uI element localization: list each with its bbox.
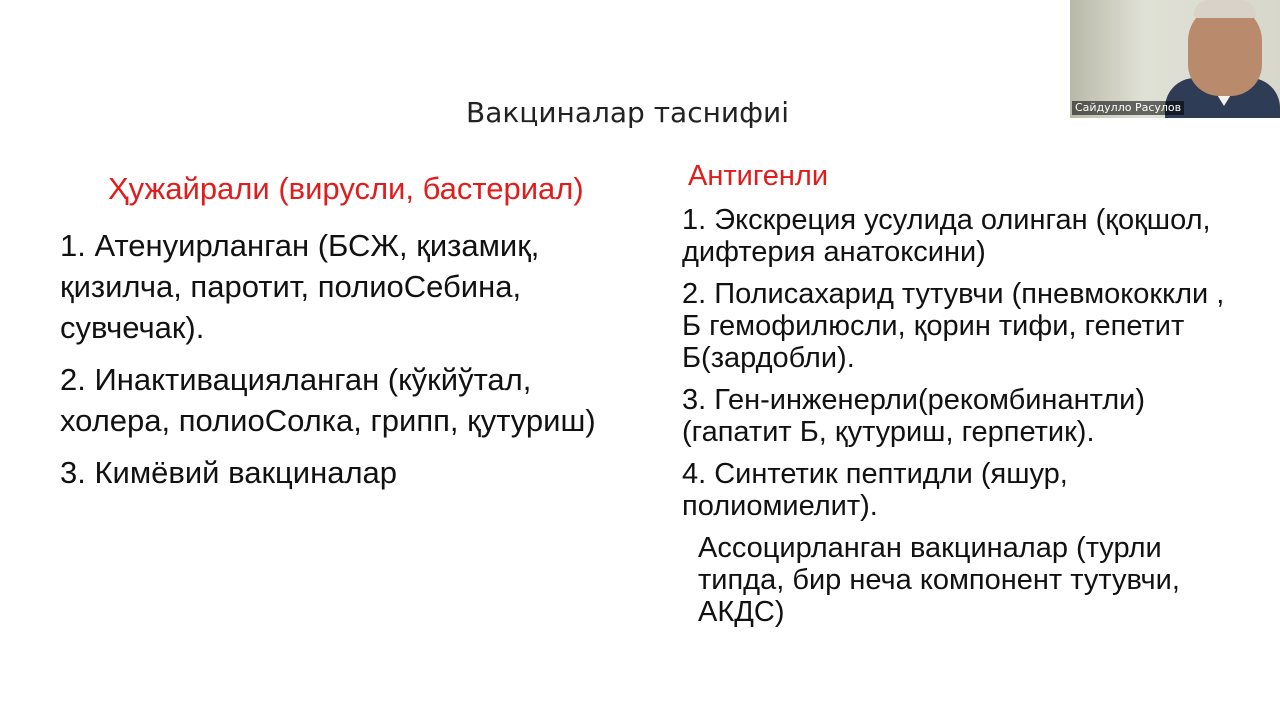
right-item: 1. Экскреция усулида олинган (қоқшол, дифтерия анатоксини) (682, 204, 1211, 268)
right-heading: Антигенли (688, 160, 829, 192)
right-item: 2. Полисахарид тутувчи (пневмококкли , Б гемофилюсли, қорин тифи, гепетит Б(зардобли). (682, 278, 1225, 374)
right-item: 3. Ген-инженерли(рекомбинантли) (гапатит Б, қутуриш, герпетик). (682, 384, 1146, 448)
participant-hair (1194, 0, 1256, 18)
right-item: 4. Синтетик пептидли (яшур, полиомиелит). (682, 458, 1068, 522)
participant-name-label: Сайдулло Расулов (1072, 101, 1184, 115)
right-item-associated: Ассоцирланган вакциналар (турли типда, бир неча компонент тутувчи, АКДС) (698, 532, 1180, 628)
left-item: 2. Инактивацияланган (кўкйўтал, холера, полиоСолка, грипп, қутуриш) (60, 362, 596, 438)
left-heading: Ҳужайрали (вирусли, бастериал) (108, 171, 584, 206)
left-item: 1. Атенуирланган (БСЖ, қизамиқ, қизилча, паротит, полиоСебина, сувчечак). (60, 228, 540, 345)
left-column (60, 168, 620, 504)
slide-title: Вакциналар таснифиі (466, 96, 790, 129)
right-column (682, 160, 1242, 638)
left-item: 3. Кимёвий вакциналар (60, 455, 398, 490)
participant-video-tile[interactable] (1070, 0, 1280, 118)
